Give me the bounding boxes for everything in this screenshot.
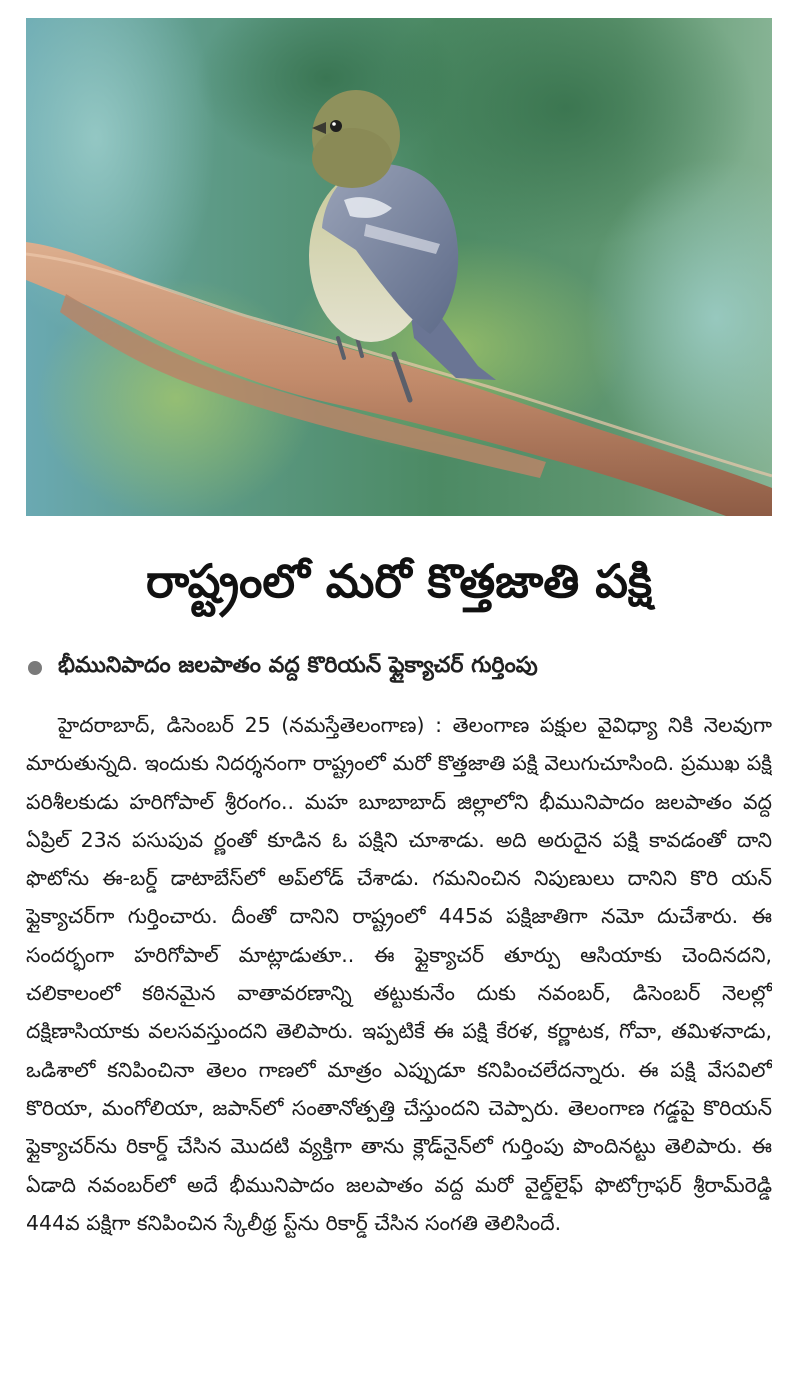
bird-photo-illustration	[26, 18, 772, 516]
subheading	[26, 646, 772, 690]
article-photo	[26, 18, 772, 516]
headline: రాష్ట్రంలో మరో కొత్తజాతి పక్షి	[146, 554, 652, 608]
subheading-text: భీమునిపాదం జలపాతం వద్ద కొరియన్ ఫ్లైక్యాచర్ గుర్తింపు	[58, 653, 538, 678]
article-body: హైదరాబాద్, డిసెంబర్ 25 (నమస్తేతెలంగాణ) : తెలంగాణ పక్షుల వైవిధ్యా నికి నెలవుగా మారుతున్నది. ఇందుకు నిదర్శనంగా రాష్ట్రంలో మరో కొత్తజాతి పక్షి వెలుగుచూసింది. ప్రముఖ పక్షి పరిశీలకుడు హరిగోపాల్ శ్రీరంగం.. మహ బూబాబాద్ జిల్లాలోని భీమునిపాదం జలపాతం వద్ద ఏప్రిల్ 23న పసుపువ ర్ణంతో కూడిన ఓ పక్షిని చూశాడు. అది అరుదైన పక్షి కావడంతో దాని ఫొటోను ఈ-బర్డ్ డాటాబేస్‌లో అప్‌లోడ్ చేశాడు. గమనించిన నిపుణులు దానిని కొరి యన్ ఫ్లైక్యాచర్‌గా గుర్తించారు. దీంతో దానిని రాష్ట్రంలో 445వ పక్షిజాతిగా నమో దుచేశారు. ఈ సందర్భంగా హరిగోపాల్ మాట్లాడుతూ.. ఈ ఫ్లైక్యాచర్ తూర్పు ఆసియాకు చెందినదని, చలికాలంలో కఠినమైన వాతావరణాన్ని తట్టుకునేం దుకు నవంబర్, డిసెంబర్ నెలల్లో దక్షిణాసియాకు వలసవస్తుందని తెలిపారు. ఇప్పటికే ఈ పక్షి కేరళ, కర్ణాటక, గోవా, తమిళనాడు, ఒడిశాలో కనిపించినా తెలం గాణలో మాత్రం ఎప్పుడూ కనిపించలేదన్నారు. ఈ పక్షి వేసవిలో కొరియా, మంగోలియా, జపాన్‌లో సంతానోత్పత్తి చేస్తుందని చెప్పారు. తెలంగాణ గడ్డపై కొరియన్ ఫ్లైక్యాచర్‌ను రికార్డ్ చేసిన మొదటి వ్యక్తిగా తాను క్లౌడ్‌నైన్‌లో గుర్తింపు పొందినట్టు తెలిపారు. ఈ ఏడాది నవంబర్‌లో అదే భీమునిపాదం జలపాతం వద్ద మరో వైల్డ్‌లైఫ్ ఫొటోగ్రాఫర్ శ్రీరామ్‌రెడ్డి 444వ పక్షిగా కనిపించిన స్కేలీథ్ర స్ట్‌ను రికార్డ్ చేసిన సంగతి తెలిసిందే.	[26, 713, 772, 1235]
bullet-icon	[28, 661, 42, 675]
